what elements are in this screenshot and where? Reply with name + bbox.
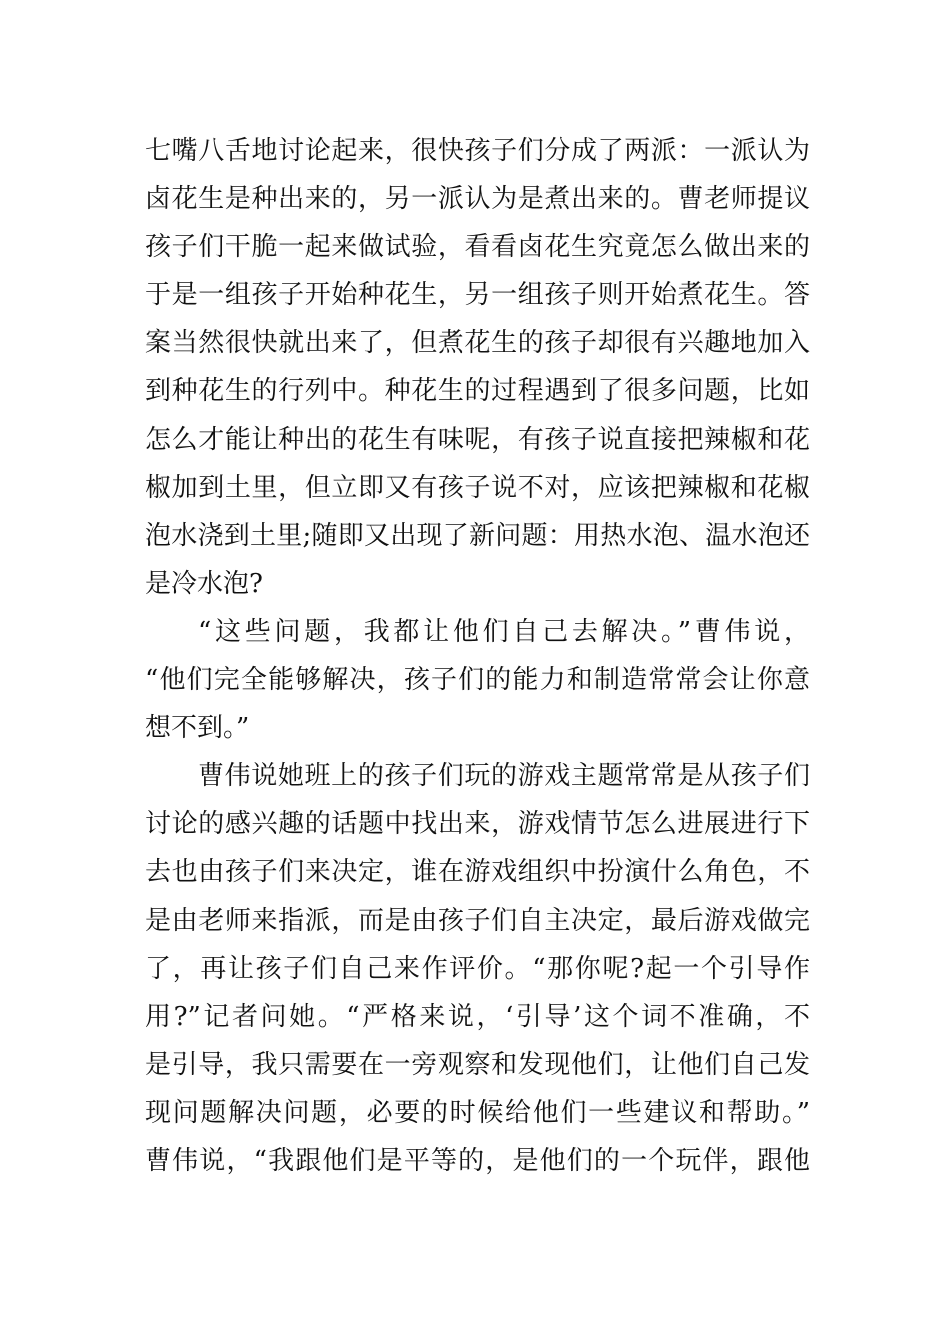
text-line: 于是一组孩子开始种花生，另一组孩子则开始煮花生。答 (145, 280, 810, 311)
text-line: 是由老师来指派，而是由孩子们自主决定，最后游戏做完 (145, 905, 810, 936)
paragraph-3 (145, 752, 810, 1185)
text-line: 案当然很快就出来了，但煮花生的孩子却很有兴趣地加入 (145, 328, 810, 359)
text-line: 曹伟说她班上的孩子们玩的游戏主题常常是从孩子们 (198, 761, 810, 792)
text-line: 是冷水泡? (145, 568, 263, 599)
text-line: 是引导，我只需要在一旁观察和发现他们，让他们自己发 (145, 1049, 810, 1080)
text-line: 怎么才能让种出的花生有味呢，有孩子说直接把辣椒和花 (145, 424, 810, 455)
paragraph-2 (145, 608, 810, 752)
text-line: 去也由孩子们来决定，谁在游戏组织中扮演什么角色，不 (145, 857, 810, 888)
text-line: 曹伟说，“我跟他们是平等的，是他们的一个玩伴，跟他 (145, 1145, 810, 1176)
text-line: 想不到。” (145, 713, 250, 744)
text-line: 椒加到土里，但立即又有孩子说不对，应该把辣椒和花椒 (145, 472, 810, 503)
text-line: 卤花生是种出来的，另一派认为是煮出来的。曹老师提议 (145, 184, 810, 215)
text-line: “他们完全能够解决，孩子们的能力和制造常常会让你意 (145, 665, 810, 696)
paragraph-1 (145, 127, 810, 608)
text-line: 泡水浇到土里;随即又出现了新问题：用热水泡、温水泡还 (145, 520, 810, 551)
text-line: 到种花生的行列中。种花生的过程遇到了很多问题，比如 (145, 376, 810, 407)
text-line: 孩子们干脆一起来做试验，看看卤花生究竟怎么做出来的 (145, 232, 810, 263)
text-line: 现问题解决问题，必要的时候给他们一些建议和帮助。” (145, 1097, 810, 1128)
text-line: 讨论的感兴趣的话题中找出来，游戏情节怎么进展进行下 (145, 809, 810, 840)
text-line: 用?”记者问她。“严格来说，‘引导’这个词不准确，不 (145, 1001, 810, 1032)
text-line: “这些问题，我都让他们自己去解决。”曹伟说， (198, 616, 810, 647)
text-line: 七嘴八舌地讨论起来，很快孩子们分成了两派：一派认为 (145, 136, 810, 166)
text-line: 了，再让孩子们自己来作评价。“那你呢?起一个引导作 (145, 953, 810, 984)
body-text (145, 127, 810, 1185)
